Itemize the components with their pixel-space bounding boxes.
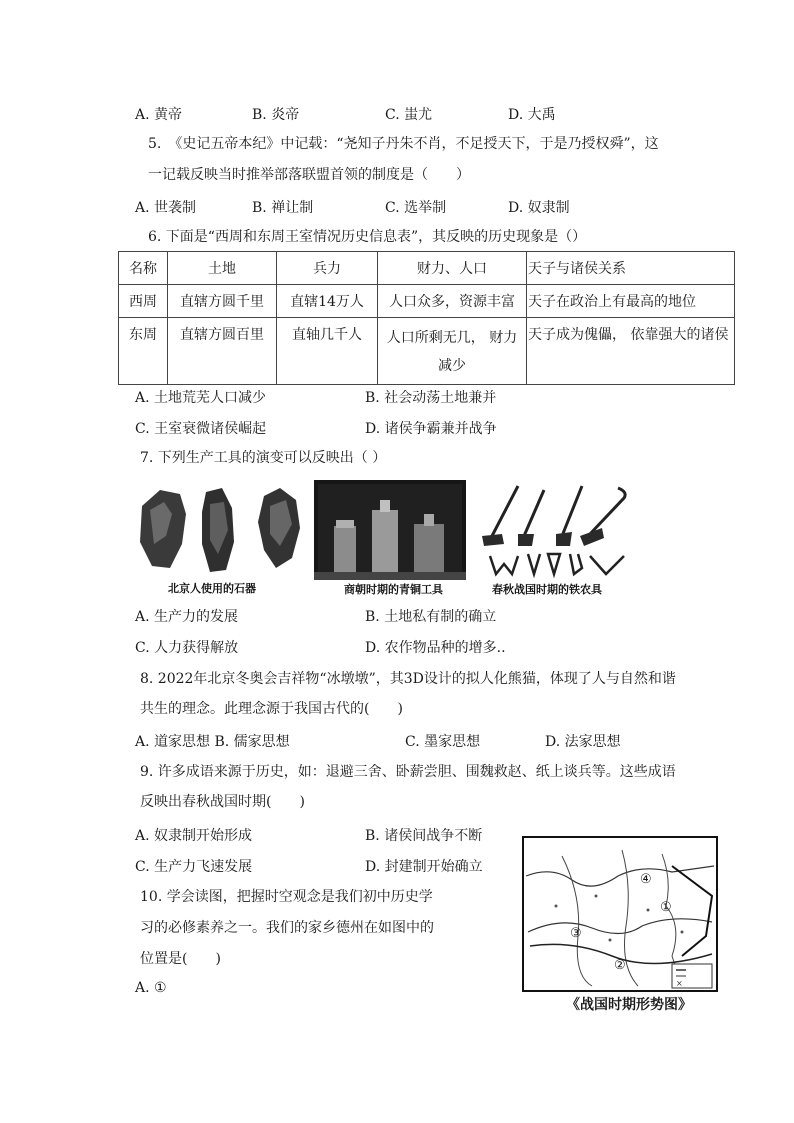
table-cell: 天子成为傀儡， 依靠强大的诸侯	[527, 318, 735, 385]
iron-tools-caption: 春秋战国时期的铁农具	[492, 583, 602, 596]
q10-stem-line1: 10. 学会读图，把握时空观念是我们初中历史学	[140, 889, 433, 905]
q6-stem: 6. 下面是“西周和东周王室情况历史信息表”，其反映的历史现象是（）	[148, 229, 587, 245]
q9-option-b[interactable]: B. 诸侯间战争不断	[365, 828, 483, 844]
table-cell: 直辖方圆百里	[168, 318, 277, 385]
q4-option-a[interactable]: A. 黄帝	[135, 107, 183, 123]
q4-option-c[interactable]: C. 蚩尤	[385, 107, 433, 123]
q4-option-b[interactable]: B. 炎帝	[252, 107, 300, 123]
table-cell: 东周	[119, 318, 168, 385]
q6-option-c[interactable]: C. 王室衰微诸侯崛起	[135, 421, 267, 437]
q8-option-ab[interactable]: A. 道家思想 B. 儒家思想	[135, 734, 290, 750]
iron-tools-image	[478, 480, 630, 580]
table-cell: 直轴几千人	[277, 318, 378, 385]
map-marker-1: ①	[660, 900, 672, 915]
table-cell: 人口所剩无几， 财力减少	[378, 318, 527, 385]
q8-stem-line1: 8. 2022年北京冬奥会吉祥物“冰墩墩”，其3D设计的拟人化熊猫，体现了人与自然和谐	[140, 671, 676, 687]
q8-option-d[interactable]: D. 法家思想	[545, 734, 621, 750]
bronze-tools-caption: 商朝时期的青铜工具	[344, 583, 443, 596]
q10-option-a[interactable]: A. ①	[135, 980, 167, 996]
q6-option-a[interactable]: A. 土地荒芜人口减少	[135, 390, 267, 406]
table-header-cell: 财力、人口	[378, 252, 527, 285]
q6-option-d[interactable]: D. 诸侯争霸兼并战争	[365, 421, 497, 437]
table-cell: 直辖方圆千里	[168, 285, 277, 318]
table-header-cell: 兵力	[277, 252, 378, 285]
map-marker-3: ③	[570, 926, 582, 941]
table-cell: 人口众多，资源丰富	[378, 285, 527, 318]
q7-option-b[interactable]: B. 土地私有制的确立	[365, 609, 497, 625]
table-cell: 直辖14万人	[277, 285, 378, 318]
q7-stem: 7. 下列生产工具的演变可以反映出（ ）	[140, 450, 387, 466]
map-title: 《战国时期形势图》	[566, 997, 692, 1013]
zhou-info-table	[118, 251, 735, 385]
q7-option-a[interactable]: A. 生产力的发展	[135, 609, 239, 625]
q8-option-c[interactable]: C. 墨家思想	[405, 734, 481, 750]
q5-stem-line1: 5. 《史记五帝本纪》中记载：“尧知子丹朱不肖，不足授天下，于是乃授权舜”，这	[148, 136, 659, 152]
stone-tools-image	[130, 484, 308, 579]
map-marker-2: ②	[614, 958, 626, 973]
q8-stem-line2: 共生的理念。此理念源于我国古代的( )	[140, 701, 403, 717]
q7-option-d[interactable]: D. 农作物品种的增多..	[365, 640, 506, 656]
q9-option-a[interactable]: A. 奴隶制开始形成	[135, 828, 253, 844]
table-header-cell: 名称	[119, 252, 168, 285]
table-cell: 西周	[119, 285, 168, 318]
q5-option-b[interactable]: B. 禅让制	[252, 200, 314, 216]
q5-option-d[interactable]: D. 奴隶制	[508, 200, 570, 216]
map-marker-4: ④	[640, 872, 652, 887]
svg-text:×: ×	[676, 979, 683, 988]
q7-option-c[interactable]: C. 人力获得解放	[135, 640, 239, 656]
q5-option-a[interactable]: A. 世袭制	[135, 200, 197, 216]
q9-stem-line1: 9. 许多成语来源于历史，如：退避三舍、卧薪尝胆、围魏救赵、纸上谈兵等。这些成语	[140, 764, 676, 780]
q5-option-c[interactable]: C. 选举制	[385, 200, 447, 216]
bronze-tools-figure	[314, 480, 466, 596]
table-header-cell: 土地	[168, 252, 277, 285]
q5-stem-line2: 一记载反映当时推举部落联盟首领的制度是（ ）	[148, 167, 470, 183]
stone-tools-caption: 北京人使用的石器	[168, 582, 256, 595]
q10-stem-line2: 习的必修素养之一。我们的家乡德州在如图中的	[140, 920, 434, 936]
table-cell: 天子在政治上有最高的地位	[527, 285, 735, 318]
bronze-tools-image	[314, 480, 466, 580]
warring-states-map	[522, 836, 718, 1014]
table-header-cell: 天子与诸侯关系	[527, 252, 735, 285]
q9-option-c[interactable]: C. 生产力飞速发展	[135, 859, 253, 875]
table-row	[119, 285, 735, 318]
table-row	[119, 318, 735, 385]
q10-stem-line3: 位置是( )	[140, 951, 221, 967]
table-header-row	[119, 252, 735, 285]
q6-option-b[interactable]: B. 社会动荡土地兼并	[365, 390, 497, 406]
q9-option-d[interactable]: D. 封建制开始确立	[365, 859, 483, 875]
stone-tools-figure	[130, 484, 308, 596]
q4-option-d[interactable]: D. 大禹	[508, 107, 556, 123]
q9-stem-line2: 反映出春秋战国时期( )	[140, 794, 305, 810]
iron-tools-figure	[478, 480, 630, 596]
